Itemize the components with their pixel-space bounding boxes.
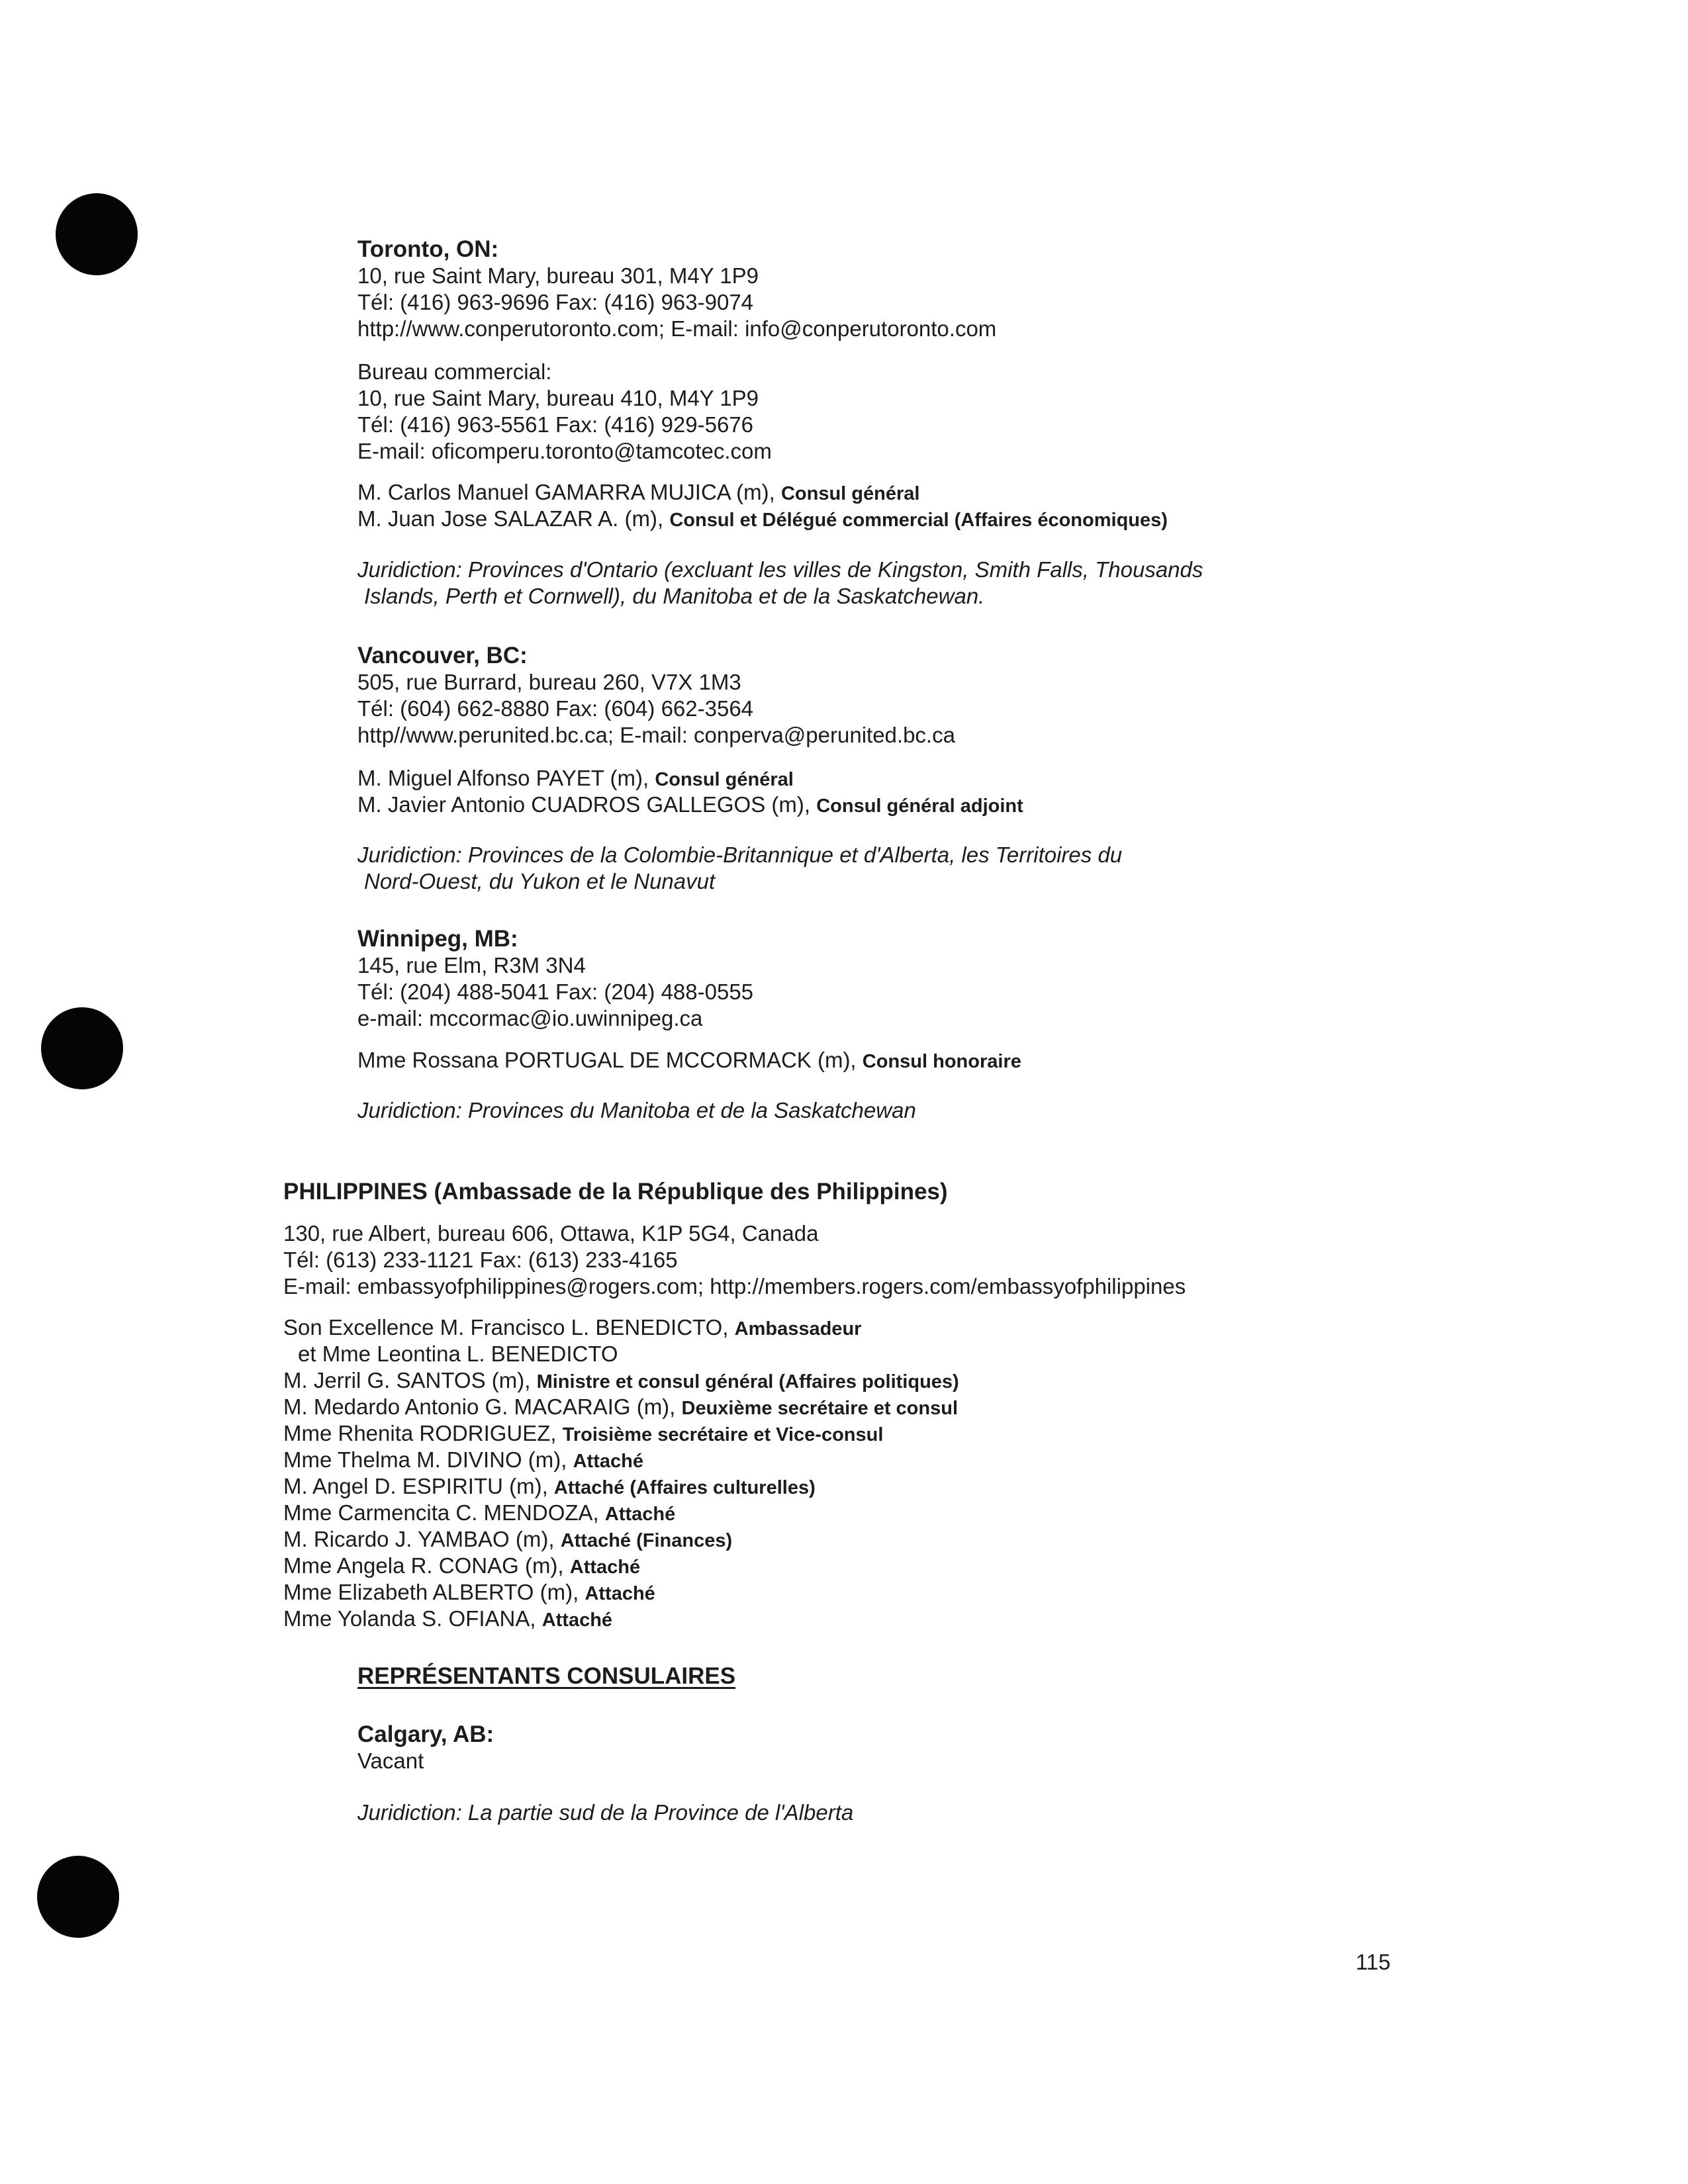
staff-name: Mme Thelma M. DIVINO (m), (283, 1447, 567, 1472)
staff-name: M. Medardo Antonio G. MACARAIG (m), (283, 1394, 676, 1419)
staff-entry (283, 1605, 612, 1634)
ambassador-spouse: et Mme Leontina L. BENEDICTO (298, 1342, 618, 1366)
section-heading-toronto: Toronto, ON: (357, 236, 499, 262)
commercial-office-label: Bureau commercial: (357, 359, 552, 384)
staff-name: Mme Yolanda S. OFIANA, (283, 1606, 536, 1631)
official-title: Consul général (780, 483, 920, 504)
staff-title: Attaché (541, 1610, 613, 1631)
punch-hole-bottom (37, 1856, 119, 1938)
official-name: Mme Rossana PORTUGAL DE MCCORMACK (m), (357, 1048, 857, 1072)
staff-title: Attaché (604, 1504, 676, 1525)
jurisdiction-line: Juridiction: Provinces d'Ontario (excluant les villes de Kingston, Smith Falls, Thousands (357, 557, 1203, 582)
official-name: M. Miguel Alfonso PAYET (m), (357, 766, 649, 790)
staff-name: Mme Elizabeth ALBERTO (m), (283, 1580, 579, 1604)
country-heading-philippines: PHILIPPINES (Ambassade de la République des Philippines) (283, 1179, 948, 1205)
staff-title: Deuxième secrétaire et consul (681, 1398, 958, 1419)
page-number: 115 (1356, 1950, 1391, 1974)
staff-title: Attaché (569, 1557, 641, 1578)
staff-name: Mme Angela R. CONAG (m), (283, 1553, 564, 1578)
ambassador-entry (283, 1314, 861, 1343)
official-entry (357, 791, 1023, 820)
ambassador-name: Son Excellence M. Francisco L. BENEDICTO, (283, 1315, 729, 1340)
official-name: M. Carlos Manuel GAMARRA MUJICA (m), (357, 480, 775, 504)
staff-entry (283, 1525, 732, 1555)
embassy-address-line: 130, rue Albert, bureau 606, Ottawa, K1P 5G4, Canada (283, 1221, 819, 1246)
address-line: 505, rue Burrard, bureau 260, V7X 1M3 (357, 670, 741, 694)
staff-title: Attaché (Affaires culturelles) (553, 1477, 816, 1498)
official-name: M. Juan Jose SALAZAR A. (m), (357, 506, 664, 531)
staff-entry (283, 1499, 675, 1528)
official-entry (357, 478, 919, 508)
official-entry (357, 505, 1168, 534)
staff-name: M. Angel D. ESPIRITU (m), (283, 1474, 548, 1498)
staff-name: M. Ricardo J. YAMBAO (m), (283, 1527, 555, 1551)
staff-entry (283, 1473, 816, 1502)
ambassador-title: Ambassadeur (734, 1318, 862, 1340)
calgary-status: Vacant (357, 1749, 424, 1773)
web-email-line: http://www.conperutoronto.com; E-mail: info@conperutoronto.com (357, 316, 997, 341)
staff-title: Ministre et consul général (Affaires politiques) (536, 1371, 959, 1392)
staff-entry (283, 1578, 655, 1608)
jurisdiction-line: Juridiction: La partie sud de la Province de l'Alberta (357, 1800, 854, 1825)
staff-name: Mme Rhenita RODRIGUEZ, (283, 1421, 557, 1445)
official-title: Consul général (655, 769, 794, 790)
jurisdiction-line: Juridiction: Provinces de la Colombie-Britannique et d'Alberta, les Territoires du (357, 842, 1123, 867)
consular-representatives-heading: REPRÉSENTANTS CONSULAIRES (357, 1663, 736, 1689)
embassy-email-web-line: E-mail: embassyofphilippines@rogers.com; http://members.rogers.com/embassyofphilippines (283, 1274, 1186, 1298)
web-email-line: http//www.perunited.bc.ca; E-mail: conperva@perunited.bc.ca (357, 723, 955, 747)
address-line: 145, rue Elm, R3M 3N4 (357, 953, 586, 978)
commercial-email-line: E-mail: oficomperu.toronto@tamcotec.com (357, 439, 772, 463)
email-line: e-mail: mccormac@io.uwinnipeg.ca (357, 1006, 703, 1030)
address-line: 10, rue Saint Mary, bureau 301, M4Y 1P9 (357, 263, 759, 288)
staff-title: Troisième secrétaire et Vice-consul (562, 1424, 884, 1445)
official-entry (357, 1046, 1021, 1075)
section-heading-calgary: Calgary, AB: (357, 1721, 494, 1747)
staff-entry (283, 1552, 640, 1581)
punch-hole-top (56, 193, 138, 275)
staff-entry (283, 1367, 959, 1396)
phone-fax-line: Tél: (204) 488-5041 Fax: (204) 488-0555 (357, 979, 754, 1004)
staff-title: Attaché (585, 1583, 655, 1604)
commercial-address-line: 10, rue Saint Mary, bureau 410, M4Y 1P9 (357, 386, 759, 410)
official-title: Consul honoraire (862, 1051, 1021, 1072)
staff-title: Attaché (Finances) (560, 1530, 733, 1551)
punch-hole-middle (41, 1007, 123, 1089)
jurisdiction-line: Islands, Perth et Cornwell), du Manitoba et de la Saskatchewan. (364, 584, 985, 608)
staff-name: Mme Carmencita C. MENDOZA, (283, 1500, 599, 1525)
staff-entry (283, 1393, 958, 1422)
jurisdiction-line: Nord-Ouest, du Yukon et le Nunavut (364, 869, 716, 893)
staff-entry (283, 1420, 883, 1449)
official-name: M. Javier Antonio CUADROS GALLEGOS (m), (357, 792, 811, 817)
jurisdiction-line: Juridiction: Provinces du Manitoba et de la Saskatchewan (357, 1098, 916, 1122)
official-entry (357, 764, 794, 794)
commercial-phone-fax-line: Tél: (416) 963-5561 Fax: (416) 929-5676 (357, 412, 754, 437)
staff-name: M. Jerril G. SANTOS (m), (283, 1368, 531, 1392)
section-heading-winnipeg: Winnipeg, MB: (357, 926, 518, 952)
embassy-phone-fax-line: Tél: (613) 233-1121 Fax: (613) 233-4165 (283, 1248, 678, 1272)
staff-entry (283, 1446, 643, 1475)
section-heading-vancouver: Vancouver, BC: (357, 643, 528, 668)
official-title: Consul général adjoint (816, 796, 1023, 817)
phone-fax-line: Tél: (604) 662-8880 Fax: (604) 662-3564 (357, 696, 754, 721)
phone-fax-line: Tél: (416) 963-9696 Fax: (416) 963-9074 (357, 290, 754, 314)
staff-title: Attaché (573, 1451, 643, 1472)
official-title: Consul et Délégué commercial (Affaires économiques) (669, 510, 1168, 531)
